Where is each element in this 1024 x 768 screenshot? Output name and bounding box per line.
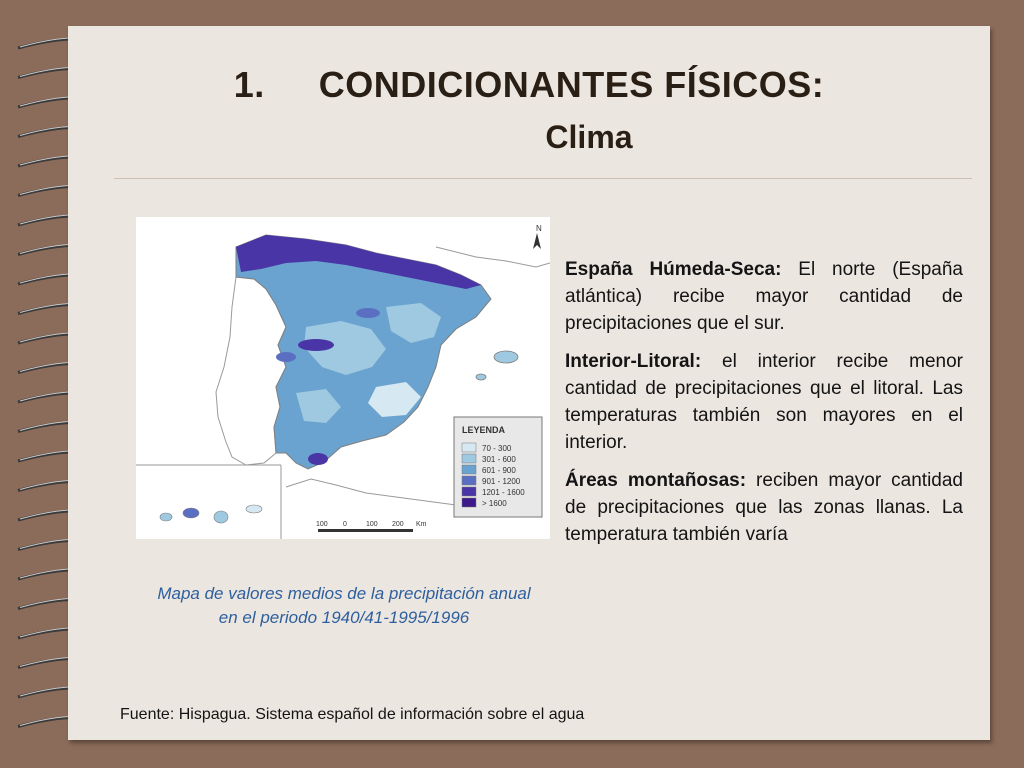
scale-label: 0	[343, 521, 347, 528]
legend-label: 601 - 900	[482, 466, 516, 475]
legend-label: 70 - 300	[482, 444, 512, 453]
wet-spot-1	[298, 339, 334, 351]
balearic-island-1	[494, 351, 518, 363]
slide-subtitle: Clima	[545, 119, 633, 155]
scale-bar	[316, 521, 427, 532]
scale-label: Km	[416, 521, 427, 528]
legend-swatch	[462, 465, 476, 474]
legend-swatch	[462, 476, 476, 485]
wet-spot-4	[276, 352, 296, 362]
text-column	[565, 256, 963, 559]
paragraph-humeda-seca	[565, 256, 963, 337]
title-number: 1.	[233, 64, 265, 105]
scale-label: 200	[392, 521, 404, 528]
paragraph-interior-litoral	[565, 348, 963, 456]
map-caption: Mapa de valores medios de la precipitación anual en el periodo 1940/41-1995/1996	[157, 584, 531, 627]
slide-page	[68, 26, 990, 740]
paragraph-text: El norte (España atlántica) recibe mayor cantidad de precipitaciones que el sur.	[565, 259, 963, 334]
legend-swatch	[462, 498, 476, 507]
paragraph-heading: España Húmeda-Seca:	[565, 259, 782, 280]
legend-label: 1201 - 1600	[482, 488, 525, 497]
wet-spot-2	[356, 308, 380, 318]
legend-title: LEYENDA	[462, 425, 506, 435]
source-note: Fuente: Hispagua. Sistema español de información sobre el agua	[120, 706, 585, 723]
paragraph-areas-montanosas	[565, 467, 963, 548]
paragraph-text: reciben mayor cantidad de precipitaciones que las zonas llanas. La temperatura también varía	[565, 470, 963, 545]
canary-island-4	[246, 505, 262, 513]
north-label: N	[536, 224, 542, 233]
paragraph-text: el interior recibe menor cantidad de precipitaciones que el litoral. Las temperaturas también son mayores en el interior.	[565, 351, 963, 453]
canary-island-3	[214, 511, 228, 523]
divider	[114, 178, 972, 179]
paragraph-heading: Áreas montañosas:	[565, 470, 747, 491]
precipitation-map	[136, 217, 550, 539]
legend-swatch	[462, 454, 476, 463]
wet-spot-3	[308, 453, 328, 465]
canary-island-2	[183, 508, 199, 518]
canary-island-1	[160, 513, 172, 521]
scale-label: 100	[366, 521, 378, 528]
legend-label: 301 - 600	[482, 455, 516, 464]
north-arrow	[533, 224, 542, 249]
legend-label: 901 - 1200	[482, 477, 521, 486]
balearic-island-2	[476, 374, 486, 380]
legend-label: > 1600	[482, 499, 507, 508]
paragraph-heading: Interior-Litoral:	[565, 351, 702, 372]
map-legend	[454, 417, 542, 517]
title-text: CONDICIONANTES FÍSICOS:	[318, 64, 825, 105]
scale-label: 100	[316, 521, 328, 528]
legend-swatch	[462, 443, 476, 452]
slide-title	[68, 64, 990, 106]
france-outline	[436, 247, 550, 267]
legend-swatch	[462, 487, 476, 496]
